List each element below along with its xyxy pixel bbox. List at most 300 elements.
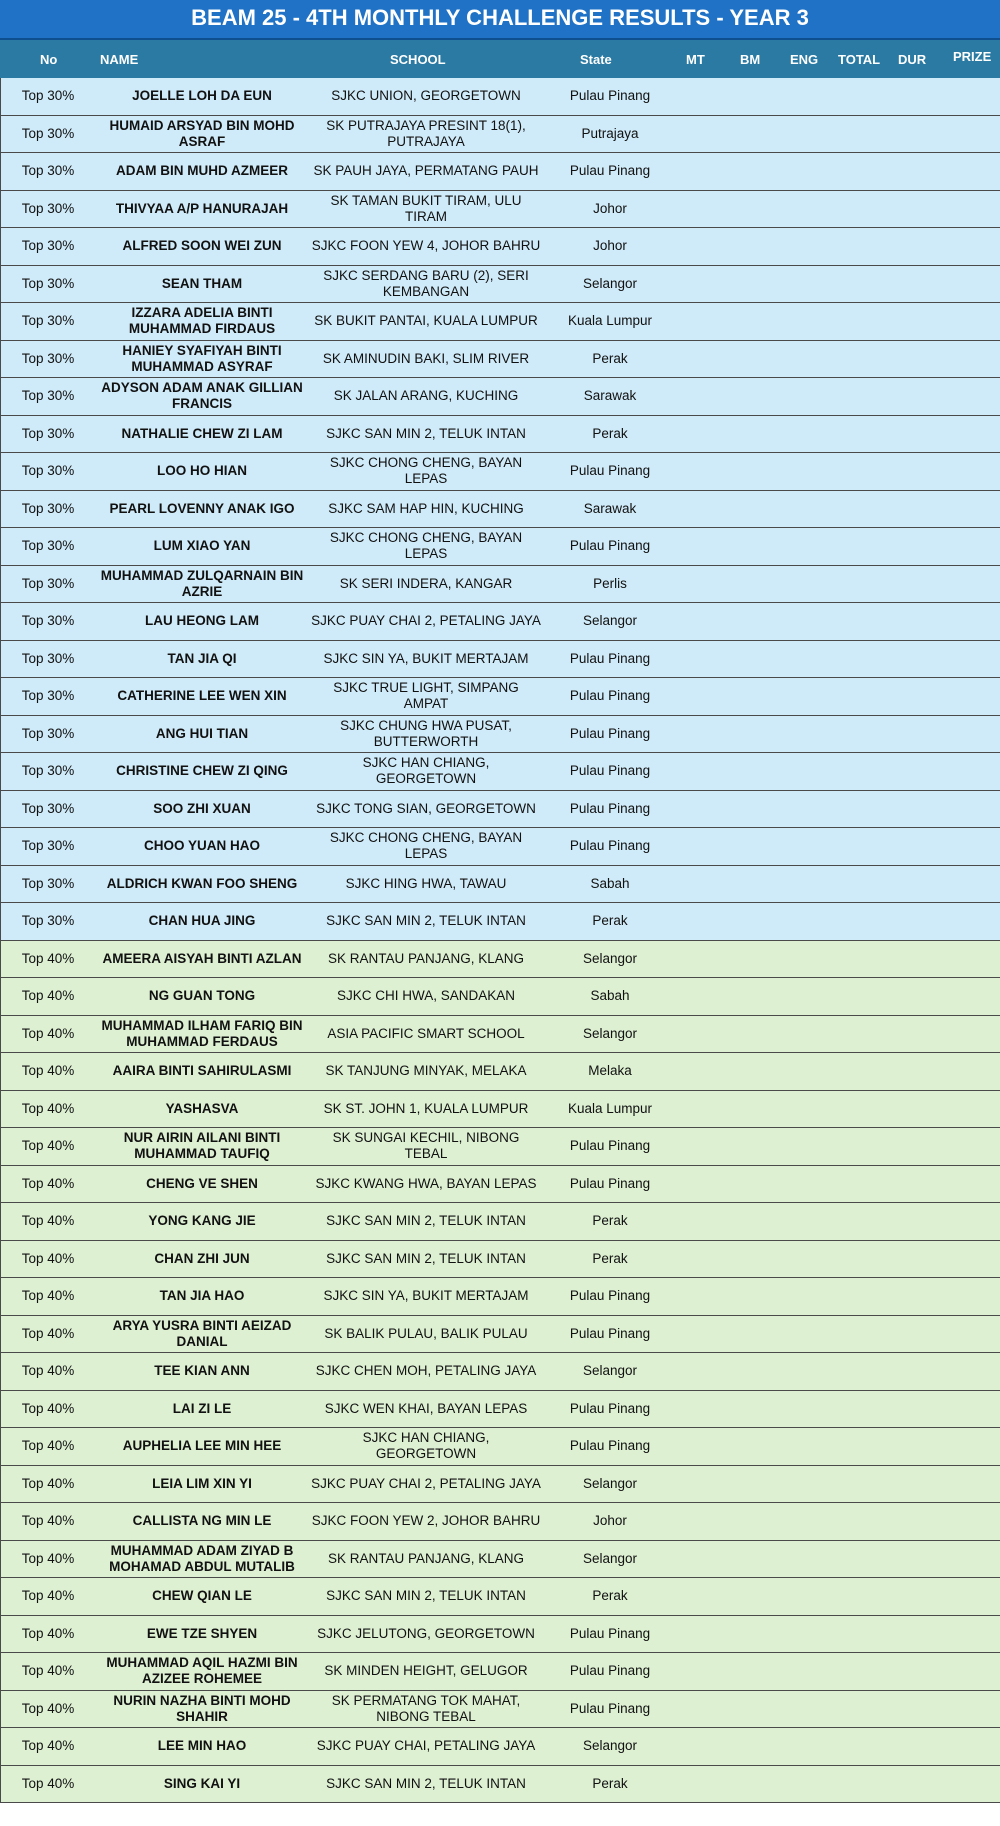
mt-cell xyxy=(677,303,736,341)
total-cell xyxy=(854,1578,913,1616)
eng-cell xyxy=(795,153,854,191)
state-cell: Perak xyxy=(543,1578,677,1616)
name-cell: MUHAMMAD AQIL HAZMI BIN AZIZEE ROHEMEE xyxy=(95,1653,309,1691)
dur-cell xyxy=(913,978,972,1016)
bm-cell xyxy=(736,415,795,453)
mt-cell xyxy=(677,1540,736,1578)
name-cell: LOO HO HIAN xyxy=(95,453,309,491)
rank-cell: Top 40% xyxy=(1,1278,96,1316)
table-row xyxy=(1,1503,1000,1541)
eng-cell xyxy=(795,1090,854,1128)
mt-cell xyxy=(677,1090,736,1128)
total-cell xyxy=(854,565,913,603)
total-cell xyxy=(854,340,913,378)
mt-cell xyxy=(677,153,736,191)
bm-cell xyxy=(736,753,795,791)
state-cell: Sabah xyxy=(543,865,677,903)
school-cell: SK TAMAN BUKIT TIRAM, ULU TIRAM xyxy=(309,190,543,228)
mt-cell xyxy=(677,1690,736,1728)
total-cell xyxy=(854,1203,913,1241)
dur-cell xyxy=(913,1090,972,1128)
bm-cell xyxy=(736,565,795,603)
state-cell: Pulau Pinang xyxy=(543,678,677,716)
prize-cell xyxy=(972,828,1000,866)
total-cell xyxy=(854,1690,913,1728)
rank-cell: Top 30% xyxy=(1,528,96,566)
table-row xyxy=(1,1090,1000,1128)
prize-cell xyxy=(972,1240,1000,1278)
prize-cell xyxy=(972,753,1000,791)
prize-cell xyxy=(972,1615,1000,1653)
bm-cell xyxy=(736,1015,795,1053)
table-row xyxy=(1,1690,1000,1728)
prize-cell xyxy=(972,903,1000,941)
total-cell xyxy=(854,1315,913,1353)
mt-cell xyxy=(677,1278,736,1316)
school-cell: SK JALAN ARANG, KUCHING xyxy=(309,378,543,416)
rank-cell: Top 30% xyxy=(1,715,96,753)
state-cell: Pulau Pinang xyxy=(543,828,677,866)
dur-cell xyxy=(913,828,972,866)
table-row xyxy=(1,1240,1000,1278)
dur-cell xyxy=(913,490,972,528)
eng-cell xyxy=(795,190,854,228)
rank-cell: Top 40% xyxy=(1,1690,96,1728)
prize-cell xyxy=(972,265,1000,303)
name-cell: TAN JIA HAO xyxy=(95,1278,309,1316)
prize-cell xyxy=(972,190,1000,228)
bm-cell xyxy=(736,1128,795,1166)
table-row xyxy=(1,1165,1000,1203)
column-header-no: No xyxy=(40,52,58,67)
table-row xyxy=(1,115,1000,153)
name-cell: JOELLE LOH DA EUN xyxy=(95,78,309,115)
column-header-mt: MT xyxy=(686,52,705,67)
school-cell: SK BALIK PULAU, BALIK PULAU xyxy=(309,1315,543,1353)
dur-cell xyxy=(913,903,972,941)
table-row xyxy=(1,1428,1000,1466)
dur-cell xyxy=(913,1503,972,1541)
bm-cell xyxy=(736,153,795,191)
prize-cell xyxy=(972,1090,1000,1128)
school-cell: SJKC TONG SIAN, GEORGETOWN xyxy=(309,790,543,828)
eng-cell xyxy=(795,1653,854,1691)
total-cell xyxy=(854,415,913,453)
bm-cell xyxy=(736,1728,795,1766)
state-cell: Pulau Pinang xyxy=(543,78,677,115)
table-row xyxy=(1,1353,1000,1391)
dur-cell xyxy=(913,865,972,903)
table-row xyxy=(1,978,1000,1016)
state-cell: Pulau Pinang xyxy=(543,1428,677,1466)
prize-cell xyxy=(972,1053,1000,1091)
bm-cell xyxy=(736,1690,795,1728)
bm-cell xyxy=(736,378,795,416)
bm-cell xyxy=(736,1503,795,1541)
rank-cell: Top 40% xyxy=(1,1015,96,1053)
name-cell: THIVYAA A/P HANURAJAH xyxy=(95,190,309,228)
eng-cell xyxy=(795,1240,854,1278)
bm-cell xyxy=(736,678,795,716)
name-cell: CATHERINE LEE WEN XIN xyxy=(95,678,309,716)
table-row xyxy=(1,640,1000,678)
eng-cell xyxy=(795,1765,854,1803)
total-cell xyxy=(854,640,913,678)
table-row xyxy=(1,453,1000,491)
mt-cell xyxy=(677,340,736,378)
total-cell xyxy=(854,78,913,115)
column-header-eng: ENG xyxy=(790,52,819,67)
mt-cell xyxy=(677,940,736,978)
name-cell: CALLISTA NG MIN LE xyxy=(95,1503,309,1541)
school-cell: SJKC UNION, GEORGETOWN xyxy=(309,78,543,115)
rank-cell: Top 30% xyxy=(1,603,96,641)
state-cell: Pulau Pinang xyxy=(543,790,677,828)
bm-cell xyxy=(736,228,795,266)
state-cell: Pulau Pinang xyxy=(543,640,677,678)
school-cell: SJKC JELUTONG, GEORGETOWN xyxy=(309,1615,543,1653)
state-cell: Selangor xyxy=(543,940,677,978)
column-header-bm: BM xyxy=(740,52,761,67)
prize-cell xyxy=(972,603,1000,641)
table-row xyxy=(1,790,1000,828)
table-row xyxy=(1,1315,1000,1353)
bm-cell xyxy=(736,865,795,903)
prize-cell xyxy=(972,1128,1000,1166)
mt-cell xyxy=(677,228,736,266)
dur-cell xyxy=(913,1278,972,1316)
dur-cell xyxy=(913,1128,972,1166)
school-cell: SJKC CHONG CHENG, BAYAN LEPAS xyxy=(309,528,543,566)
bm-cell xyxy=(736,1278,795,1316)
total-cell xyxy=(854,1465,913,1503)
name-cell: YASHASVA xyxy=(95,1090,309,1128)
state-cell: Perak xyxy=(543,340,677,378)
total-cell xyxy=(854,715,913,753)
rank-cell: Top 30% xyxy=(1,78,96,115)
table-row xyxy=(1,490,1000,528)
eng-cell xyxy=(795,940,854,978)
state-cell: Selangor xyxy=(543,1015,677,1053)
eng-cell xyxy=(795,1615,854,1653)
name-cell: LEIA LIM XIN YI xyxy=(95,1465,309,1503)
name-cell: SOO ZHI XUAN xyxy=(95,790,309,828)
mt-cell xyxy=(677,1315,736,1353)
mt-cell xyxy=(677,78,736,115)
eng-cell xyxy=(795,978,854,1016)
school-cell: SJKC FOON YEW 2, JOHOR BAHRU xyxy=(309,1503,543,1541)
table-row xyxy=(1,415,1000,453)
name-cell: ALFRED SOON WEI ZUN xyxy=(95,228,309,266)
eng-cell xyxy=(795,603,854,641)
prize-cell xyxy=(972,790,1000,828)
table-header xyxy=(0,40,1000,78)
school-cell: SJKC CHONG CHENG, BAYAN LEPAS xyxy=(309,828,543,866)
state-cell: Perak xyxy=(543,1240,677,1278)
name-cell: LEE MIN HAO xyxy=(95,1728,309,1766)
table-row xyxy=(1,1578,1000,1616)
state-cell: Pulau Pinang xyxy=(543,1165,677,1203)
eng-cell xyxy=(795,1128,854,1166)
table-row xyxy=(1,1615,1000,1653)
total-cell xyxy=(854,1765,913,1803)
bm-cell xyxy=(736,1240,795,1278)
table-row xyxy=(1,828,1000,866)
rank-cell: Top 30% xyxy=(1,903,96,941)
total-cell xyxy=(854,1503,913,1541)
mt-cell xyxy=(677,865,736,903)
school-cell: SJKC HAN CHIANG, GEORGETOWN xyxy=(309,753,543,791)
rank-cell: Top 40% xyxy=(1,1315,96,1353)
total-cell xyxy=(854,753,913,791)
prize-cell xyxy=(972,1428,1000,1466)
eng-cell xyxy=(795,453,854,491)
prize-cell xyxy=(972,340,1000,378)
dur-cell xyxy=(913,1165,972,1203)
bm-cell xyxy=(736,1203,795,1241)
dur-cell xyxy=(913,153,972,191)
total-cell xyxy=(854,1015,913,1053)
total-cell xyxy=(854,490,913,528)
rank-cell: Top 40% xyxy=(1,1203,96,1241)
prize-cell xyxy=(972,1015,1000,1053)
name-cell: AMEERA AISYAH BINTI AZLAN xyxy=(95,940,309,978)
bm-cell xyxy=(736,453,795,491)
name-cell: EWE TZE SHYEN xyxy=(95,1615,309,1653)
bm-cell xyxy=(736,1653,795,1691)
school-cell: SJKC SAN MIN 2, TELUK INTAN xyxy=(309,1240,543,1278)
dur-cell xyxy=(913,603,972,641)
bm-cell xyxy=(736,978,795,1016)
column-header-state: State xyxy=(580,52,612,67)
rank-cell: Top 40% xyxy=(1,978,96,1016)
state-cell: Selangor xyxy=(543,1540,677,1578)
dur-cell xyxy=(913,678,972,716)
state-cell: Kuala Lumpur xyxy=(543,1090,677,1128)
name-cell: SING KAI YI xyxy=(95,1765,309,1803)
prize-cell xyxy=(972,78,1000,115)
bm-cell xyxy=(736,903,795,941)
rank-cell: Top 30% xyxy=(1,865,96,903)
prize-cell xyxy=(972,303,1000,341)
bm-cell xyxy=(736,1465,795,1503)
table-row xyxy=(1,1128,1000,1166)
school-cell: SJKC CHUNG HWA PUSAT, BUTTERWORTH xyxy=(309,715,543,753)
state-cell: Perak xyxy=(543,903,677,941)
name-cell: CHAN ZHI JUN xyxy=(95,1240,309,1278)
mt-cell xyxy=(677,790,736,828)
name-cell: ALDRICH KWAN FOO SHENG xyxy=(95,865,309,903)
dur-cell xyxy=(913,78,972,115)
prize-cell xyxy=(972,378,1000,416)
table-row xyxy=(1,190,1000,228)
prize-cell xyxy=(972,1278,1000,1316)
table-row xyxy=(1,528,1000,566)
column-header-school: SCHOOL xyxy=(390,52,446,67)
total-cell xyxy=(854,1128,913,1166)
eng-cell xyxy=(795,1315,854,1353)
prize-cell xyxy=(972,1465,1000,1503)
table-row xyxy=(1,865,1000,903)
total-cell xyxy=(854,978,913,1016)
name-cell: MUHAMMAD ADAM ZIYAD B MOHAMAD ABDUL MUTALIB xyxy=(95,1540,309,1578)
mt-cell xyxy=(677,1390,736,1428)
state-cell: Pulau Pinang xyxy=(543,1390,677,1428)
mt-cell xyxy=(677,265,736,303)
bm-cell xyxy=(736,78,795,115)
school-cell: SJKC HING HWA, TAWAU xyxy=(309,865,543,903)
prize-cell xyxy=(972,1165,1000,1203)
state-cell: Pulau Pinang xyxy=(543,1653,677,1691)
bm-cell xyxy=(736,1540,795,1578)
prize-cell xyxy=(972,565,1000,603)
table-row xyxy=(1,678,1000,716)
prize-cell xyxy=(972,1653,1000,1691)
total-cell xyxy=(854,603,913,641)
mt-cell xyxy=(677,903,736,941)
eng-cell xyxy=(795,1165,854,1203)
dur-cell xyxy=(913,1240,972,1278)
school-cell: SJKC KWANG HWA, BAYAN LEPAS xyxy=(309,1165,543,1203)
mt-cell xyxy=(677,603,736,641)
prize-cell xyxy=(972,715,1000,753)
rank-cell: Top 40% xyxy=(1,1128,96,1166)
rank-cell: Top 40% xyxy=(1,1090,96,1128)
dur-cell xyxy=(913,640,972,678)
dur-cell xyxy=(913,1690,972,1728)
school-cell: SJKC PUAY CHAI 2, PETALING JAYA xyxy=(309,603,543,641)
state-cell: Perak xyxy=(543,415,677,453)
school-cell: SJKC PUAY CHAI 2, PETALING JAYA xyxy=(309,1465,543,1503)
total-cell xyxy=(854,1090,913,1128)
total-cell xyxy=(854,153,913,191)
total-cell xyxy=(854,1428,913,1466)
school-cell: ASIA PACIFIC SMART SCHOOL xyxy=(309,1015,543,1053)
state-cell: Sarawak xyxy=(543,490,677,528)
school-cell: SJKC SIN YA, BUKIT MERTAJAM xyxy=(309,1278,543,1316)
total-cell xyxy=(854,1353,913,1391)
rank-cell: Top 30% xyxy=(1,415,96,453)
table-row xyxy=(1,1203,1000,1241)
name-cell: YONG KANG JIE xyxy=(95,1203,309,1241)
bm-cell xyxy=(736,1578,795,1616)
table-row xyxy=(1,228,1000,266)
bm-cell xyxy=(736,265,795,303)
prize-cell xyxy=(972,1315,1000,1353)
eng-cell xyxy=(795,715,854,753)
total-cell xyxy=(854,790,913,828)
dur-cell xyxy=(913,528,972,566)
bm-cell xyxy=(736,1053,795,1091)
dur-cell xyxy=(913,1428,972,1466)
name-cell: NATHALIE CHEW ZI LAM xyxy=(95,415,309,453)
prize-cell xyxy=(972,1203,1000,1241)
rank-cell: Top 30% xyxy=(1,228,96,266)
table-row xyxy=(1,940,1000,978)
mt-cell xyxy=(677,978,736,1016)
school-cell: SJKC PUAY CHAI, PETALING JAYA xyxy=(309,1728,543,1766)
eng-cell xyxy=(795,303,854,341)
total-cell xyxy=(854,1728,913,1766)
school-cell: SJKC SAN MIN 2, TELUK INTAN xyxy=(309,1578,543,1616)
bm-cell xyxy=(736,528,795,566)
mt-cell xyxy=(677,678,736,716)
name-cell: ANG HUI TIAN xyxy=(95,715,309,753)
prize-cell xyxy=(972,678,1000,716)
school-cell: SK MINDEN HEIGHT, GELUGOR xyxy=(309,1653,543,1691)
total-cell xyxy=(854,828,913,866)
rank-cell: Top 40% xyxy=(1,1615,96,1653)
dur-cell xyxy=(913,190,972,228)
name-cell: ADYSON ADAM ANAK GILLIAN FRANCIS xyxy=(95,378,309,416)
state-cell: Pulau Pinang xyxy=(543,753,677,791)
table-row xyxy=(1,1728,1000,1766)
total-cell xyxy=(854,1240,913,1278)
rank-cell: Top 40% xyxy=(1,1653,96,1691)
state-cell: Johor xyxy=(543,190,677,228)
school-cell: SJKC SAN MIN 2, TELUK INTAN xyxy=(309,415,543,453)
prize-cell xyxy=(972,640,1000,678)
dur-cell xyxy=(913,415,972,453)
table-row xyxy=(1,265,1000,303)
mt-cell xyxy=(677,415,736,453)
eng-cell xyxy=(795,1278,854,1316)
total-cell xyxy=(854,903,913,941)
rank-cell: Top 30% xyxy=(1,790,96,828)
bm-cell xyxy=(736,715,795,753)
state-cell: Kuala Lumpur xyxy=(543,303,677,341)
eng-cell xyxy=(795,865,854,903)
table-row xyxy=(1,1653,1000,1691)
rank-cell: Top 30% xyxy=(1,640,96,678)
prize-cell xyxy=(972,228,1000,266)
total-cell xyxy=(854,1615,913,1653)
dur-cell xyxy=(913,790,972,828)
name-cell: AUPHELIA LEE MIN HEE xyxy=(95,1428,309,1466)
state-cell: Selangor xyxy=(543,603,677,641)
table-row xyxy=(1,303,1000,341)
prize-cell xyxy=(972,1503,1000,1541)
mt-cell xyxy=(677,1128,736,1166)
school-cell: SK SUNGAI KECHIL, NIBONG TEBAL xyxy=(309,1128,543,1166)
bm-cell xyxy=(736,1090,795,1128)
rank-cell: Top 40% xyxy=(1,1165,96,1203)
state-cell: Pulau Pinang xyxy=(543,528,677,566)
eng-cell xyxy=(795,790,854,828)
total-cell xyxy=(854,1653,913,1691)
dur-cell xyxy=(913,565,972,603)
table-row xyxy=(1,340,1000,378)
total-cell xyxy=(854,1053,913,1091)
state-cell: Perak xyxy=(543,1203,677,1241)
state-cell: Putrajaya xyxy=(543,115,677,153)
name-cell: IZZARA ADELIA BINTI MUHAMMAD FIRDAUS xyxy=(95,303,309,341)
eng-cell xyxy=(795,1578,854,1616)
total-cell xyxy=(854,453,913,491)
table-row xyxy=(1,1015,1000,1053)
name-cell: TAN JIA QI xyxy=(95,640,309,678)
page-title: BEAM 25 - 4TH MONTHLY CHALLENGE RESULTS - YEAR 3 xyxy=(0,0,1000,40)
table-row xyxy=(1,378,1000,416)
eng-cell xyxy=(795,1390,854,1428)
total-cell xyxy=(854,190,913,228)
school-cell: SJKC SERDANG BARU (2), SERI KEMBANGAN xyxy=(309,265,543,303)
prize-cell xyxy=(972,1765,1000,1803)
rank-cell: Top 30% xyxy=(1,153,96,191)
state-cell: Sabah xyxy=(543,978,677,1016)
dur-cell xyxy=(913,1053,972,1091)
table-row xyxy=(1,1765,1000,1803)
